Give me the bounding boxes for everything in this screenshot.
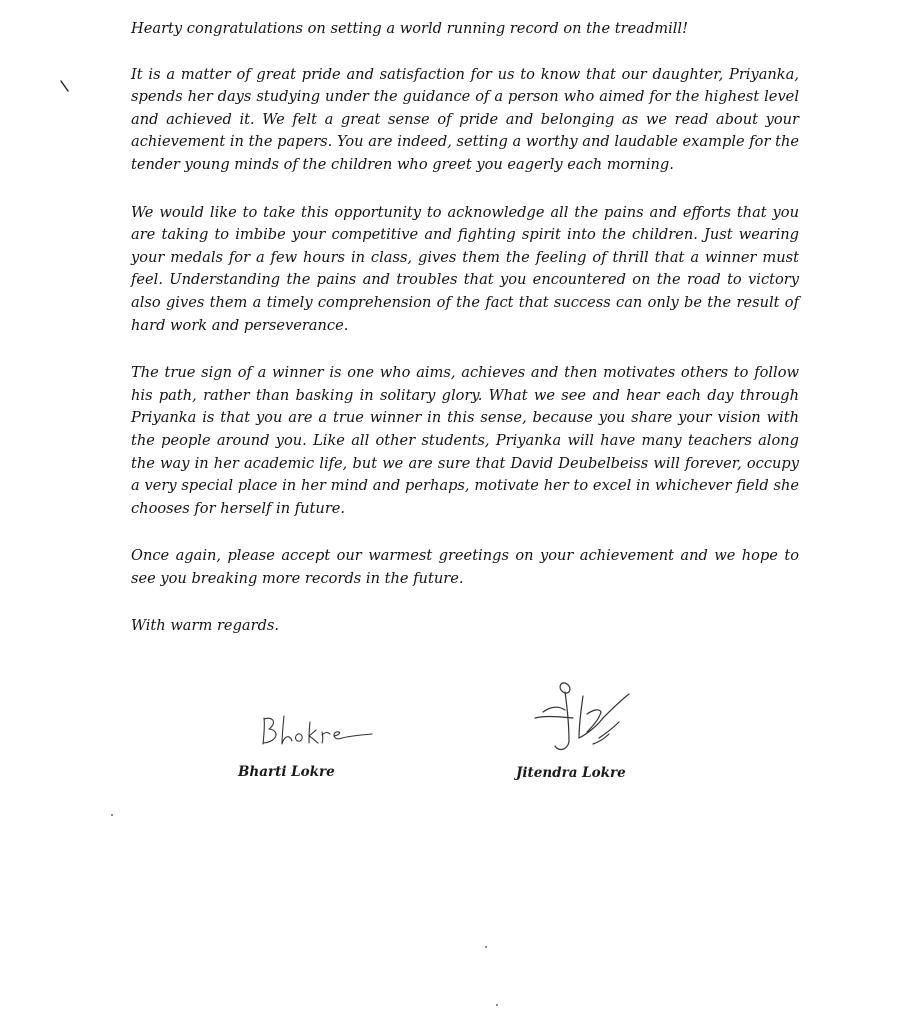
letter-closing: With warm regards. [131, 617, 280, 635]
letter-paragraph-4: Once again, please accept our warmest greetings on your achievement and we hope to see you breaking more records in the future. [131, 547, 799, 587]
letter-paragraph-3: The true sign of a winner is one who aims, achieves and then motivates others to follow his path, rather than basking in solitary glory. What we see and hear each day through Priyanka is that you are a true winner in this sense, because you share your vision with the people around you. Like all other students, Priyanka will have many teachers along the way in her academic life, but we are sure that David Deubelbeiss will forever, occupy a very special place in her mind and perhaps, motivate her to excel in whichever field she chooses for herself in future. [131, 364, 799, 517]
letter-paragraph-2: We would like to take this opportunity to acknowledge all the pains and efforts that you are taking to imbibe your competitive and fighting spirit into the children. Just wearing your medals for a few hours in class, gives them the feeling of thrill that a winner must feel. Understanding the pains and troubles that you encountered on the road to victory also gives them a timely comprehension of the fact that success can only be the result of hard work and perseverance. [131, 203, 799, 334]
letter-paragraph-1: It is a matter of great pride and satisfaction for us to know that our daughter, Priyanka, spends her days studying under the guidance of a person who aimed for the highest level and achieved it. We felt a great sense of pride and belonging as we read about your achievement in the papers. You are indeed, setting a worthy and laudable example for the tender young minds of the children who greet you eagerly each morning. [131, 65, 799, 173]
handwritten-signature-jitendra [529, 676, 649, 760]
pen-mark-icon [60, 80, 69, 92]
scan-speck [111, 814, 113, 816]
signatory-name-bharti: Bharti Lokre [238, 764, 335, 780]
scan-speck [485, 946, 487, 948]
handwritten-signature-bharti [256, 708, 386, 758]
scan-speck [496, 1004, 498, 1006]
letter-body [131, 18, 799, 638]
signatory-name-jitendra: Jitendra Lokre [516, 765, 626, 781]
letter-greeting: Hearty congratulations on setting a world running record on the treadmill! [131, 20, 688, 37]
